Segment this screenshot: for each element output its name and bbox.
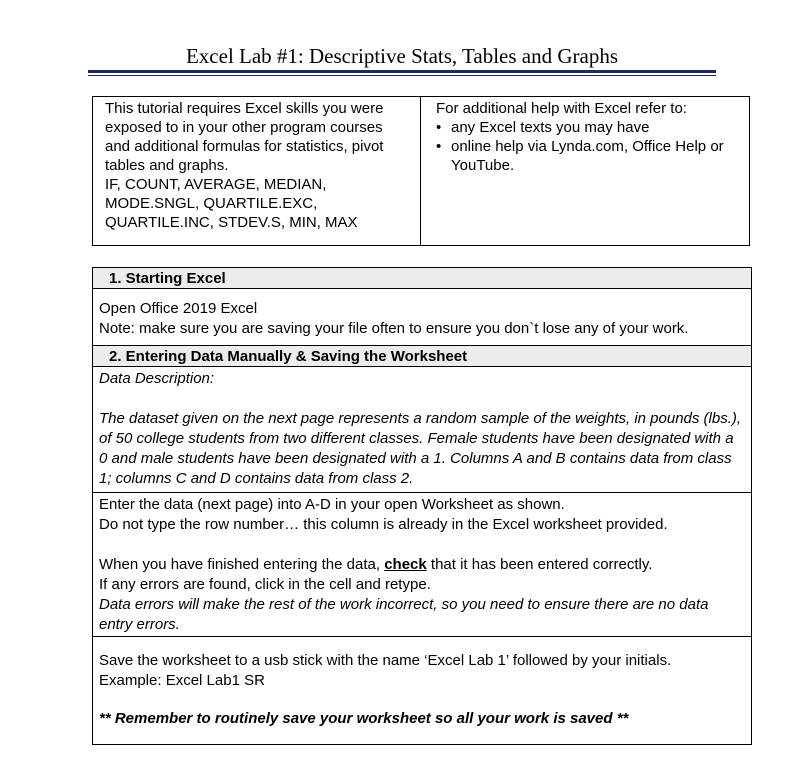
save-often-note: Note: make sure you are saving your file often to ensure you don`t lose any of your work. [99,320,689,337]
data-description-label: Data Description: [99,370,215,387]
intro-text-line: exposed to in your other program courses [105,119,383,136]
help-list [436,118,743,175]
intro-text-line: tables and graphs. [105,157,229,174]
enter-data-line: Enter the data (next page) into A-D in your open Worksheet as shown. [99,496,565,513]
intro-help-cell [421,97,749,245]
page-title: Excel Lab #1: Descriptive Stats, Tables and Graphs [185,44,619,68]
intro-table [92,96,750,246]
intro-requirements-cell [93,97,421,245]
spacer [99,535,745,555]
data-description-text: The dataset given on the next page represents a random sample of the weights, in pounds (lbs.), of 50 college students from two different classes. Female students have been designated with a 0 and male students have been designated with a 1. Columns A and B contains data from class 1; columns C and D contains data from class 2. [99,410,742,487]
save-worksheet-cell [93,637,751,729]
title-divider-thick [88,70,716,73]
instructions-table [92,267,752,745]
remember-save-reminder: ** Remember to routinely save your worksheet so all your work is saved ** [99,710,629,727]
data-description-cell [93,367,751,493]
check-emphasis: check [384,556,427,573]
check-line-text: When you have finished entering the data, [99,556,385,573]
spacer [99,691,745,709]
intro-text-line: This tutorial requires Excel skills you were [105,100,384,117]
check-line-text: that it has been entered correctly. [426,556,653,573]
formula-list-line: IF, COUNT, AVERAGE, MEDIAN, [105,176,327,193]
intro-text-line: and additional formulas for statistics, pivot [105,138,384,155]
errors-warning: Data errors will make the rest of the work incorrect, so you need to ensure there are no data entry errors. [99,596,709,633]
help-list-item: • any Excel texts you may have [436,118,743,137]
row-number-note: Do not type the row number… this column is already in the Excel worksheet provided. [99,516,668,533]
enter-data-cell [93,493,751,637]
formula-list-line: QUARTILE.INC, STDEV.S, MIN, MAX [105,214,358,231]
save-example: Example: Excel Lab1 SR [99,672,265,689]
save-instruction: Save the worksheet to a usb stick with the name ‘Excel Lab 1’ followed by your initials. [99,652,672,669]
title-divider-thin [88,75,716,76]
section-heading-entering-data: 2. Entering Data Manually & Saving the Worksheet [93,346,751,367]
open-excel-line: Open Office 2019 Excel [99,300,258,317]
check-line [99,555,745,575]
starting-excel-cell [93,289,751,346]
help-list-item: • online help via Lynda.com, Office Help or YouTube. [436,137,743,175]
help-heading: For additional help with Excel refer to: [436,100,687,117]
errors-line: If any errors are found, click in the cell and retype. [99,576,431,593]
formula-list-line: MODE.SNGL, QUARTILE.EXC, [105,195,318,212]
spacer [99,389,745,409]
section-heading-starting-excel: 1. Starting Excel [93,268,751,289]
